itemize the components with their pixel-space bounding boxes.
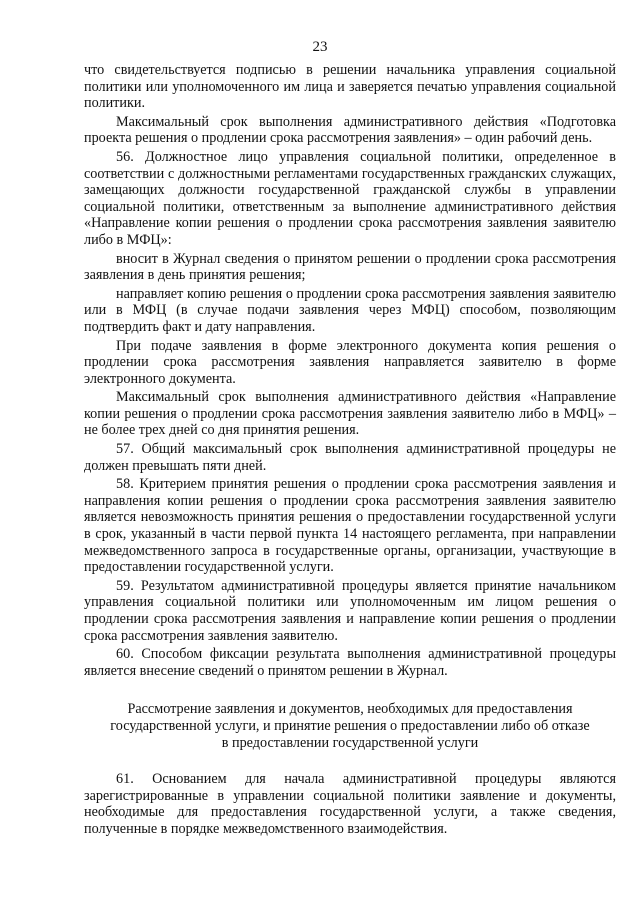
section-heading — [84, 701, 616, 751]
paragraph-56: 56. Должностное лицо управления социальной политики, определенное в соответствии с должностными регламентами государственных гражданских служащих, замещающих должности государственной гражданской службы в управлении социальной политики, ответственным за выполнение административного действия «Направление копии решения о продлении срока рассмотрения заявления заявителю либо в МФЦ»: — [84, 148, 616, 248]
paragraph-max-term-preparation: Максимальный срок выполнения административного действия «Подготовка проекта решения о продлении срока рассмотрения заявления» – один рабочий день. — [84, 113, 616, 147]
paragraph-57: 57. Общий максимальный срок выполнения административной процедуры не должен превышать пяти дней. — [84, 441, 616, 474]
paragraph-60: 60. Способом фиксации результата выполнения административной процедуры является внесение сведений о принятом решении в Журнал. — [84, 646, 616, 679]
paragraph-58: 58. Критерием принятия решения о продлении срока рассмотрения заявления и направления копии решения о продлении срока рассмотрения заявления заявителю является невозможность принятия решения о предоставлении государственной услуги в срок, указанный в части первой пункта 14 настоящего регламента, при направлении межведомственного запроса в государственные органы, организации, участвующие в предоставлении государственной услуги. — [84, 476, 616, 576]
section-heading-line: Рассмотрение заявления и документов, необходимых для предоставления — [127, 701, 573, 718]
paragraph-journal-entry: вносит в Журнал сведения о принятом решении о продлении срока рассмотрения заявления в день принятия решения; — [84, 250, 616, 284]
section-heading-line: в предоставлении государственной услуги — [221, 734, 479, 751]
section-heading-line: государственной услуги, и принятие решения о предоставлении либо об отказе — [110, 717, 590, 734]
document-body — [84, 62, 616, 840]
paragraph-61: 61. Основанием для начала административной процедуры являются зарегистрированные в управлении социальной политики заявление и документы, необходимые для предоставления государственной услуги, а также сведения, полученные в порядке межведомственного взаимодействия. — [84, 771, 616, 837]
paragraph-continuation: что свидетельствуется подписью в решении начальника управления социальной политики или уполномоченного им лица и заверяется печатью управления социальной политики. — [84, 62, 616, 112]
paragraph-59: 59. Результатом административной процедуры является принятие начальником управления социальной политики или уполномоченным им лицом решения о продлении срока рассмотрения заявления и направление копии решения о продлении срока рассмотрения заявления заявителю. — [84, 577, 616, 644]
paragraph-max-term-sending: Максимальный срок выполнения административного действия «Направление копии решения о продлении срока рассмотрения заявления заявителю либо в МФЦ» – не более трех дней со дня принятия решения. — [84, 389, 616, 439]
page-number: 23 — [312, 39, 328, 55]
paragraph-electronic-form: При подаче заявления в форме электронного документа копия решения о продлении срока рассмотрения заявления направляется заявителю в форме электронного документа. — [84, 337, 616, 387]
paragraph-send-copy: направляет копию решения о продлении срока рассмотрения заявления заявителю или в МФЦ (в случае подачи заявления через МФЦ) способом, позволяющим подтвердить факт и дату направления. — [84, 285, 616, 335]
